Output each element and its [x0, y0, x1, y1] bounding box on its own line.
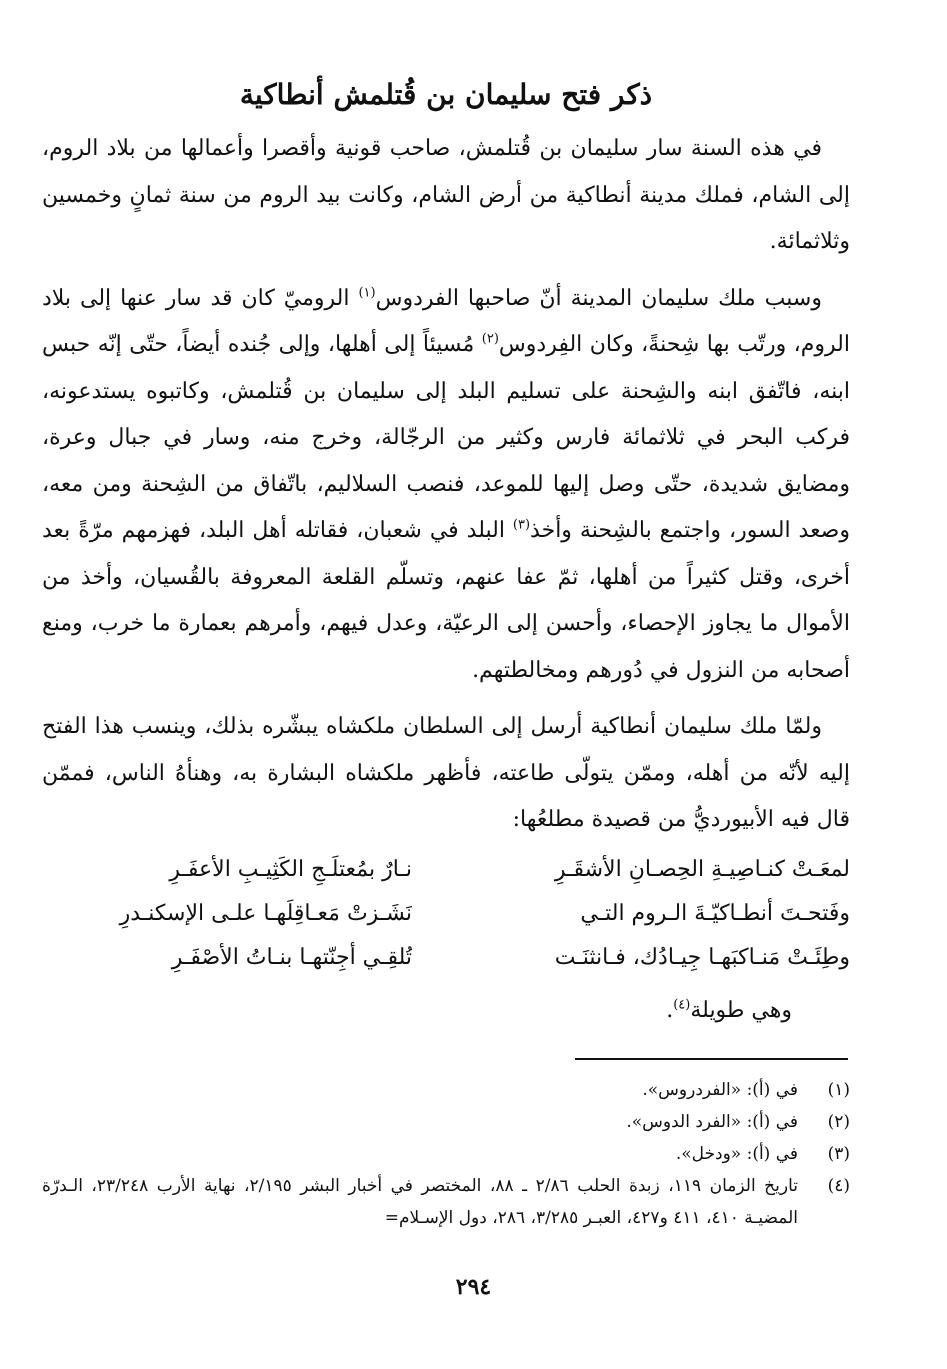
- poem-verse: [42, 936, 850, 980]
- paragraph-1: في هذه السنة سار سليمان بن قُتلمش، صاحب قونية وأقصرا وأعمالها من بلاد الروم، إلى الشام، فملك مدينة أنطاكية من أرض الشام، وكانت بيد الروم من سنة ثمانٍ وخمسين وثلاثمائة.: [42, 136, 850, 254]
- paragraph-2-part-4: البلد في شعبان، فقاتله أهل البلد، فهزمهم مرّةً بعد أخرى، وقتل كثيراً من أهلها، ثمّ عفا عنهم، وتسلّم القلعة المعروفة بالقُسيان، وأخذ من الأموال ما يجاوز الإحصاء، وأحسن إلى الرعيّة، وعدل فيهم، وأمرهم بعمارة ما خرب، ومنع أصحابه من النزول في دُورهم ومخالطتهم.: [42, 518, 850, 683]
- poem-tail: [42, 986, 850, 1036]
- paragraph-2-part-2: الروميّ كان قد سار عنها إلى بلاد الروم، ورتّب بها شِحنةً، وكان الفِردوس: [42, 285, 850, 357]
- footnotes: [42, 1074, 850, 1234]
- footnote: [42, 1138, 850, 1170]
- poem-tail-text: وهي طويلة: [690, 997, 792, 1023]
- footnote: [42, 1170, 850, 1234]
- footnote-text: تاريخ الزمان ١١٩، زبدة الحلب ٢/٨٦ ـ ٨٨، المختصر في أخبار البشر ٢/١٩٥، نهاية الأرب ٢٣/٢٤٨، الـدرّة المضيـة ٤١٠، ٤١١ و٤٢٧، العبـر ٣/٢٨٥، ٢٨٦، دول الإسـلام=: [42, 1176, 799, 1228]
- footnote-text: في (أ): «الفرد الدوس».: [626, 1112, 798, 1132]
- footnote: [42, 1074, 850, 1106]
- paragraph-2: [42, 276, 850, 695]
- poem-hemistich-first: لمعَـتْ كنـاصِيـةِ الحِصـانِ الأشقَـرِ: [554, 856, 850, 882]
- poem-tail-end: .: [666, 997, 674, 1023]
- poem-hemistich-first: وطِئَـتْ مَنـاكبَهـا جِيـادُك، فـانثنَـت: [554, 944, 850, 970]
- footnote-number: (٢): [827, 1112, 850, 1132]
- footnote-ref-1[interactable]: (١): [358, 285, 376, 301]
- poem-hemistich-second: نَشَـزتْ مَعـاقِلَهـا علـى الإسكنـدرِ: [119, 900, 412, 926]
- poem-verse: [42, 892, 850, 936]
- footnote-ref-4[interactable]: (٤): [673, 997, 691, 1013]
- page-body: [42, 70, 850, 1036]
- paragraph-3: ولمّا ملك سليمان أنطاكية أرسل إلى السلطان ملكشاه يبشّره بذلك، وينسب هذا الفتح إليه لأنّه من أهله، وممّن يتولّى طاعته، فأظهر ملكشاه البشارة به، وهنأهُ الناس، فممّن قال فيه الأبيورديُّ من قصيدة مطلعُها:: [42, 714, 850, 832]
- poem-hemistich-second: تُلقِـي أجِنّتهـا بنـاتُ الأصْفَـرِ: [171, 944, 412, 970]
- footnote-number: (٤): [827, 1176, 850, 1196]
- chapter-title: ذكر فتح سليمان بن قُتلمش أنطاكية: [239, 78, 653, 111]
- poem-hemistich-first: وفَتحـتَ أنطـاكيّـةَ الـروم التـي: [580, 900, 850, 926]
- paragraph-2-part-3: مُسيئاً إلى أهلها، وإلى جُنده أيضاً، حتّى إنّه حبس ابنه، فاتّفق ابنه والشِحنة على تسليم البلد إلى سليمان بن قُتلمش، وكاتبوه يستدعونه، فركب البحر في ثلاثمائة فارس وكثير من الرجّالة، وخرج منه، وسار في جبال وعرة، ومضايق شديدة، حتّى وصل إليها للموعد، فنصب السلاليم، باتّفاق من الشِحنة ومن معه، وصعد السور، واجتمع بالشِحنة وأخذ: [42, 332, 850, 543]
- footnote-ref-2[interactable]: (٢): [481, 331, 499, 347]
- footnote-divider: [575, 1058, 848, 1060]
- footnote-text: في (أ): «الفردروس».: [642, 1080, 798, 1100]
- page-number: ٢٩٤: [455, 1274, 492, 1300]
- paragraph-2-part-1: وسبب ملك سليمان المدينة أنّ صاحبها الفردوس: [375, 285, 822, 311]
- poem-verse: [42, 848, 850, 892]
- footnote-number: (٣): [827, 1144, 850, 1164]
- footnote-ref-3[interactable]: (٣): [512, 517, 531, 533]
- footnote-number: (١): [827, 1080, 850, 1100]
- footnote: [42, 1106, 850, 1138]
- poem: [42, 848, 850, 980]
- footnote-text: في (أ): «ودخل».: [675, 1144, 798, 1164]
- poem-hemistich-second: نـارٌ بمُعتلَـجِ الكَثِيـبِ الأعفَـرِ: [169, 856, 412, 882]
